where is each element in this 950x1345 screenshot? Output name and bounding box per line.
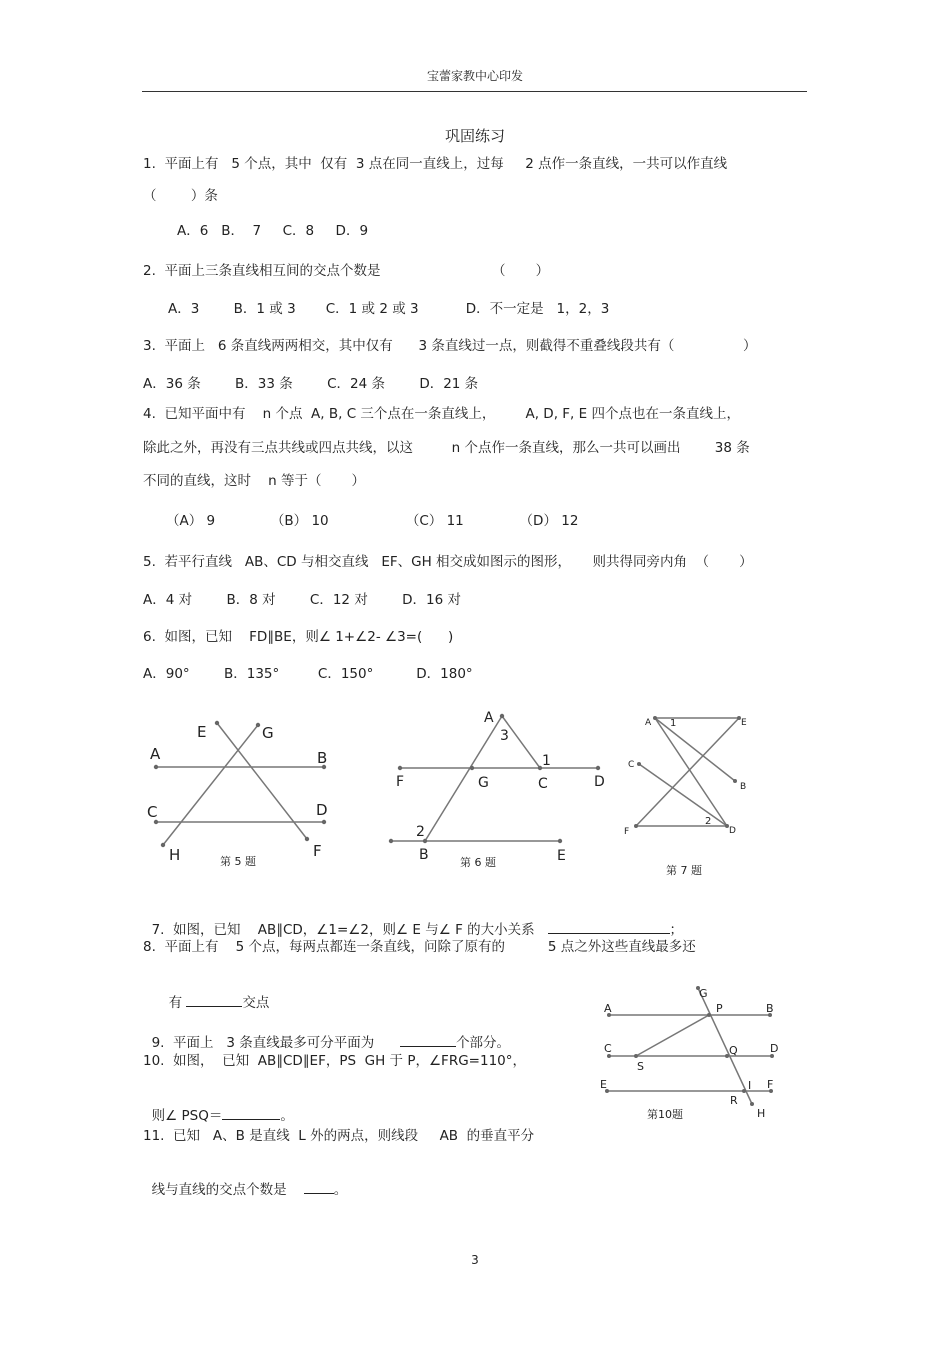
- q4-options: （A） 9 （B） 10 （C） 11 （D） 12: [166, 513, 579, 529]
- fig10-label-e: E: [600, 1078, 607, 1091]
- fig10-label-s: S: [637, 1060, 644, 1073]
- fig6-label-b: B: [419, 847, 429, 863]
- q1-text-line2: （ ）条: [143, 188, 218, 204]
- q4-text-line3: 不同的直线，这时 n 等于（ ）: [143, 473, 366, 489]
- fig7-label-e: E: [741, 718, 747, 728]
- fig7-caption: 第 7 题: [666, 864, 702, 877]
- fig6-label-g: G: [478, 775, 489, 791]
- q2-text: 2. 平面上三条直线相互间的交点个数是 （ ）: [143, 263, 550, 279]
- q9-text-before: 9. 平面上 3 条直线最多可分平面为: [151, 1035, 401, 1051]
- fig6-label-f: F: [396, 774, 405, 790]
- q2-options: A．3 B．1 或 3 C．1 或 2 或 3 D．不一定是 1，2，3: [168, 301, 610, 317]
- fig10-label-g: G: [699, 987, 708, 1000]
- q11-answer-blank[interactable]: [304, 1180, 334, 1194]
- fig5-label-f: F: [313, 842, 322, 860]
- q9-text-after: 个部分。: [456, 1035, 511, 1051]
- fig7-label-2: 2: [705, 816, 712, 827]
- fig6-label-1: 1: [542, 753, 551, 769]
- q11-text-before: 线与直线的交点个数是: [151, 1182, 304, 1198]
- fig10-label-b: B: [766, 1002, 774, 1015]
- fig6-label-3: 3: [500, 728, 509, 744]
- q7-text-before: 7. 如图，已知 AB∥CD，∠1=∠2，则∠ E 与∠ F 的大小关系: [151, 922, 548, 938]
- q7-text: [143, 902, 683, 939]
- q8-text-before: 有: [168, 995, 187, 1011]
- fig7-label-a: A: [645, 718, 652, 728]
- fig7-label-d: D: [729, 826, 736, 836]
- fig10-label-i: I: [748, 1079, 752, 1092]
- q4-text-line2: 除此之外，再没有三点共线或四点共线，以这 n 个点作一条直线，那么一共可以画出 38 条: [143, 440, 750, 456]
- page-header: 宝蕾家教中心印发: [426, 69, 523, 83]
- q3-options: A．36 条 B．33 条 C．24 条 D．21 条: [143, 376, 479, 392]
- q9-answer-blank[interactable]: [400, 1033, 456, 1047]
- fig5-label-d: D: [316, 801, 328, 819]
- fig6-label-a: A: [484, 710, 494, 726]
- fig5-label-c: C: [147, 803, 158, 821]
- q5-options: A．4 对 B．8 对 C．12 对 D．16 对: [143, 592, 462, 608]
- fig6-label-d: D: [594, 774, 605, 790]
- q8-text-line2: [160, 975, 269, 1012]
- fig5-label-a: A: [150, 745, 161, 763]
- q7-answer-blank[interactable]: [548, 920, 670, 934]
- fig5-label-b: B: [317, 749, 328, 767]
- fig7-label-1: 1: [670, 718, 677, 729]
- q10-text-line2: [143, 1088, 294, 1125]
- fig5-label-g: G: [262, 724, 274, 742]
- fig6-label-c: C: [538, 776, 548, 792]
- q10-text-after: 。: [280, 1108, 294, 1124]
- fig5-caption: 第 5 题: [220, 855, 256, 868]
- fig5-label-h: H: [169, 846, 181, 864]
- page-title: 巩固练习: [444, 127, 505, 145]
- fig10-label-a: A: [604, 1002, 612, 1015]
- fig7-label-f: F: [624, 827, 630, 837]
- fig6-caption: 第 6 题: [460, 856, 496, 869]
- fig5-label-e: E: [197, 723, 207, 741]
- q11-text-line2: [143, 1162, 347, 1199]
- fig10-label-f: F: [767, 1078, 774, 1091]
- fig10-caption: 第10题: [647, 1108, 683, 1121]
- fig6-label-e: E: [557, 848, 566, 864]
- q8-text-line1: 8. 平面上有 5 个点，每两点都连一条直线，问除了原有的 5 点之外这些直线最多还: [143, 939, 696, 955]
- figure-7: [620, 710, 755, 880]
- fig10-label-d: D: [770, 1042, 779, 1055]
- fig10-label-c: C: [604, 1042, 612, 1055]
- q11-text-line1: 11. 已知 A、B 是直线 L 外的两点，则线段 AB 的垂直平分: [143, 1128, 535, 1144]
- fig10-label-p: P: [716, 1002, 723, 1015]
- fig10-label-h: H: [757, 1107, 766, 1120]
- q1-options: A．6 B． 7 C．8 D．9: [177, 223, 369, 239]
- q7-text-after: ；: [669, 922, 684, 938]
- figure-10: [595, 982, 790, 1124]
- q4-text-line1: 4. 已知平面中有 n 个点 A, B, C 三个点在一条直线上， A, D, F, E 四个点也在一条直线上，: [143, 406, 740, 422]
- figure-6: [385, 705, 615, 875]
- q6-options: A．90° B．135° C．150° D．180°: [143, 666, 473, 682]
- header-rule: [142, 91, 807, 92]
- page-number: 3: [471, 1253, 479, 1267]
- q6-text: 6. 如图，已知 FD∥BE，则∠ 1+∠2- ∠3=( ): [143, 629, 454, 645]
- q3-text: 3. 平面上 6 条直线两两相交，其中仅有 3 条直线过一点，则截得不重叠线段共有（ ）: [143, 338, 757, 354]
- q8-text-after: 交点: [242, 995, 270, 1011]
- q9-text: [143, 1015, 510, 1052]
- q11-text-after: 。: [333, 1182, 348, 1198]
- q10-answer-blank[interactable]: [222, 1106, 280, 1120]
- fig6-label-2: 2: [416, 824, 425, 840]
- q5-text: 5. 若平行直线 AB、CD 与相交直线 EF、GH 相交成如图示的图形， 则共得同旁内角 （ ）: [143, 554, 753, 570]
- q10-text-before: 则∠ PSQ＝: [151, 1108, 223, 1124]
- fig10-label-q: Q: [729, 1044, 738, 1057]
- q1-text-line1: 1. 平面上有 5 个点，其中 仅有 3 点在同一直线上，过每 2 点作一条直线，一共可以作直线: [143, 156, 728, 172]
- figure-5: [140, 710, 340, 875]
- q10-text-line1: 10. 如图， 已知 AB∥CD∥EF，PS GH 于 P，∠FRG=110°，: [143, 1053, 526, 1069]
- fig10-label-r: R: [730, 1094, 738, 1107]
- q8-answer-blank[interactable]: [186, 993, 242, 1007]
- fig7-label-b: B: [740, 782, 747, 792]
- fig7-label-c: C: [628, 760, 635, 770]
